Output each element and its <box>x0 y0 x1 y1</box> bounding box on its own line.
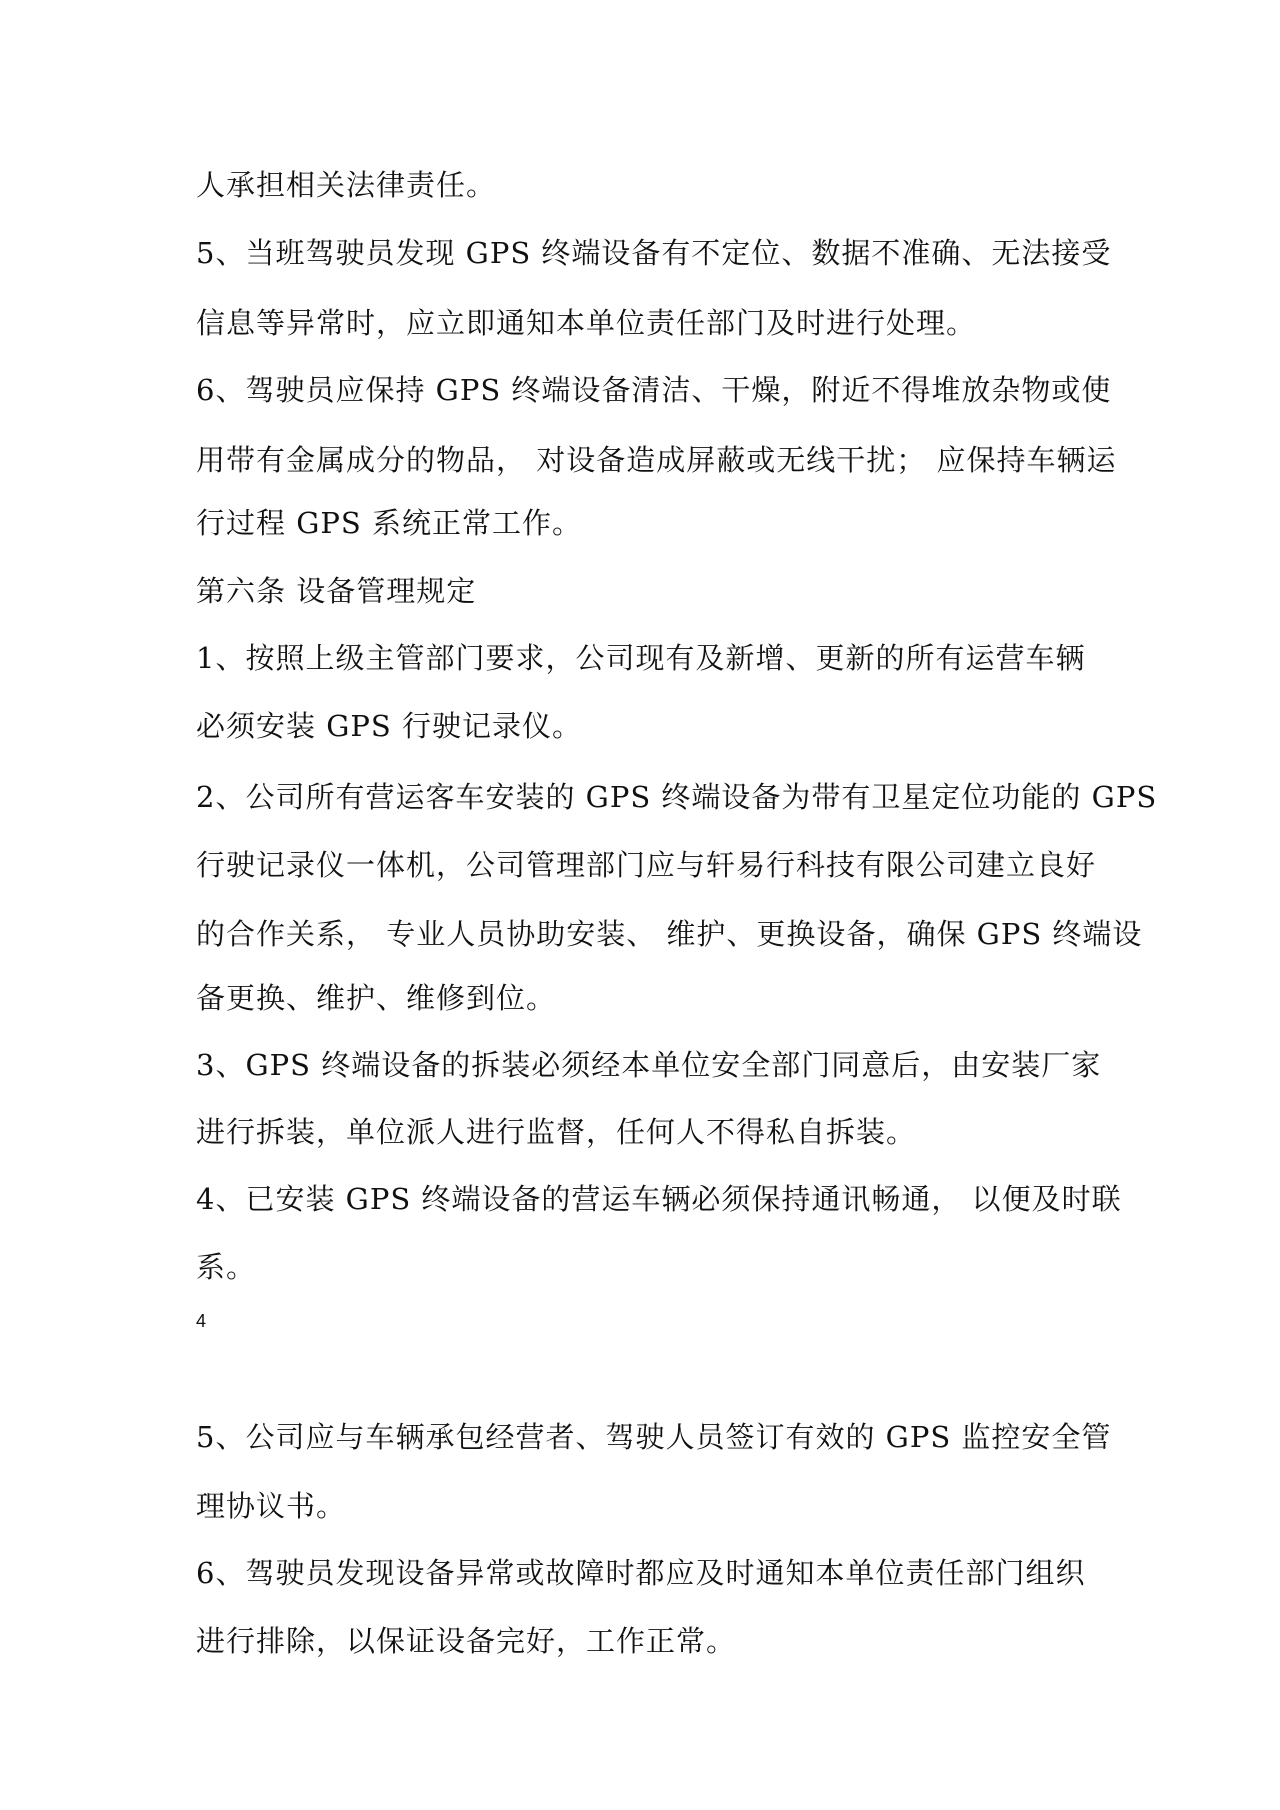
text-line: 人承担相关法律责任。 <box>196 168 497 202</box>
text-line: 行过程 GPS 系统正常工作。 <box>196 506 582 540</box>
text-line: 5、公司应与车辆承包经营者、驾驶人员签订有效的 GPS 监控安全管 <box>196 1420 1112 1454</box>
text-line: 6、驾驶员发现设备异常或故障时都应及时通知本单位责任部门组织 <box>196 1556 1086 1590</box>
text-line: 用带有金属成分的物品， 对设备造成屏蔽或无线干扰； 应保持车辆运 <box>196 443 1117 477</box>
text-line: 必须安装 GPS 行驶记录仪。 <box>196 709 582 743</box>
section-heading: 第六条 设备管理规定 <box>196 574 477 608</box>
text-line: 1、按照上级主管部门要求，公司现有及新增、更新的所有运营车辆 <box>196 641 1086 675</box>
text-line: 的合作关系， 专业人员协助安装、 维护、更换设备，确保 GPS 终端设 <box>196 917 1143 951</box>
text-line: 进行排除，以保证设备完好，工作正常。 <box>196 1624 737 1658</box>
text-line: 3、GPS 终端设备的拆装必须经本单位安全部门同意后，由安装厂家 <box>196 1048 1102 1082</box>
text-line: 信息等异常时，应立即通知本单位责任部门及时进行处理。 <box>196 306 977 340</box>
text-line: 备更换、维护、维修到位。 <box>196 981 557 1015</box>
text-line: 4、已安装 GPS 终端设备的营运车辆必须保持通讯畅通， 以便及时联 <box>196 1182 1122 1216</box>
text-line: 6、驾驶员应保持 GPS 终端设备清洁、干燥，附近不得堆放杂物或使 <box>196 373 1112 407</box>
text-line: 理协议书。 <box>196 1489 347 1523</box>
text-line: 2、公司所有营运客车安装的 GPS 终端设备为带有卫星定位功能的 GPS <box>196 780 1158 814</box>
text-line: 进行拆装，单位派人进行监督，任何人不得私自拆装。 <box>196 1115 917 1149</box>
text-line: 行驶记录仪一体机，公司管理部门应与轩易行科技有限公司建立良好 <box>196 848 1097 882</box>
text-line: 5、当班驾驶员发现 GPS 终端设备有不定位、数据不准确、无法接受 <box>196 236 1112 270</box>
text-line: 系。 <box>196 1250 257 1284</box>
page-number: 4 <box>196 1311 207 1331</box>
